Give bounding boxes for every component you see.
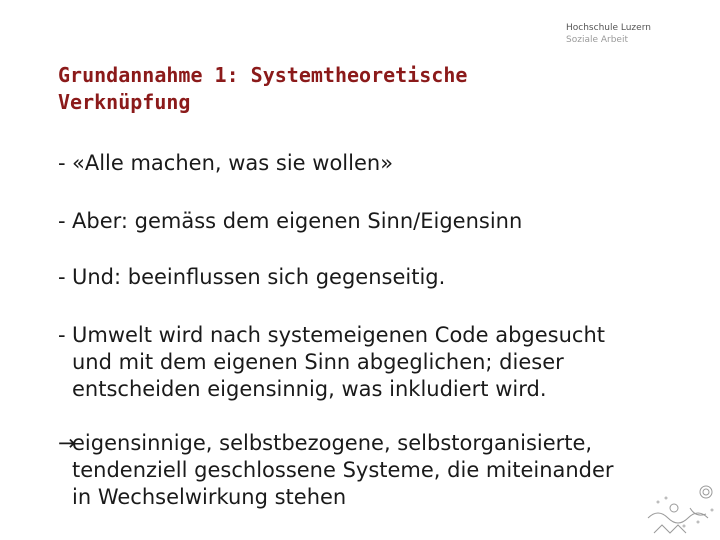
brand-logo [566, 22, 651, 46]
bullet-item [58, 322, 605, 403]
bullet-dash: - [58, 151, 66, 175]
conclusion-text-line-2: tendenziell geschlossene Systeme, die miteinander [72, 458, 614, 482]
decorative-doodle-icon [644, 478, 720, 540]
bullet-dash: - [58, 265, 66, 289]
bullet-dash: - [58, 323, 66, 347]
slide-title-line-1: Grundannahme 1: Systemtheoretische [58, 63, 468, 87]
bullet-text-line-3: entscheiden eigensinnig, was inkludiert wird. [72, 377, 547, 401]
bullet-text: Aber: gemäss dem eigenen Sinn/Eigensinn [72, 209, 523, 233]
slide-title-line-2: Verknüpfung [58, 90, 191, 114]
conclusion-text-line-3: in Wechselwirkung stehen [72, 485, 347, 509]
bullet-text-line-1: Umwelt wird nach systemeigenen Code abgesucht [72, 323, 606, 347]
brand-name: Hochschule Luzern [566, 23, 651, 33]
conclusion-item [58, 430, 614, 511]
bullet-item [58, 208, 522, 235]
bullet-dash: - [58, 209, 66, 233]
bullet-text: «Alle machen, was sie wollen» [72, 151, 394, 175]
bullet-item [58, 264, 445, 291]
conclusion-text-line-1: eigensinnige, selbstbezogene, selbstorganisierte, [72, 431, 593, 455]
arrow-right-icon: → [58, 431, 76, 455]
bullet-text-line-2: und mit dem eigenen Sinn abgeglichen; dieser [72, 350, 564, 374]
bullet-item [58, 150, 393, 177]
slide-title [58, 62, 658, 116]
brand-department: Soziale Arbeit [566, 35, 628, 45]
bullet-text: Und: beeinflussen sich gegenseitig. [72, 265, 446, 289]
